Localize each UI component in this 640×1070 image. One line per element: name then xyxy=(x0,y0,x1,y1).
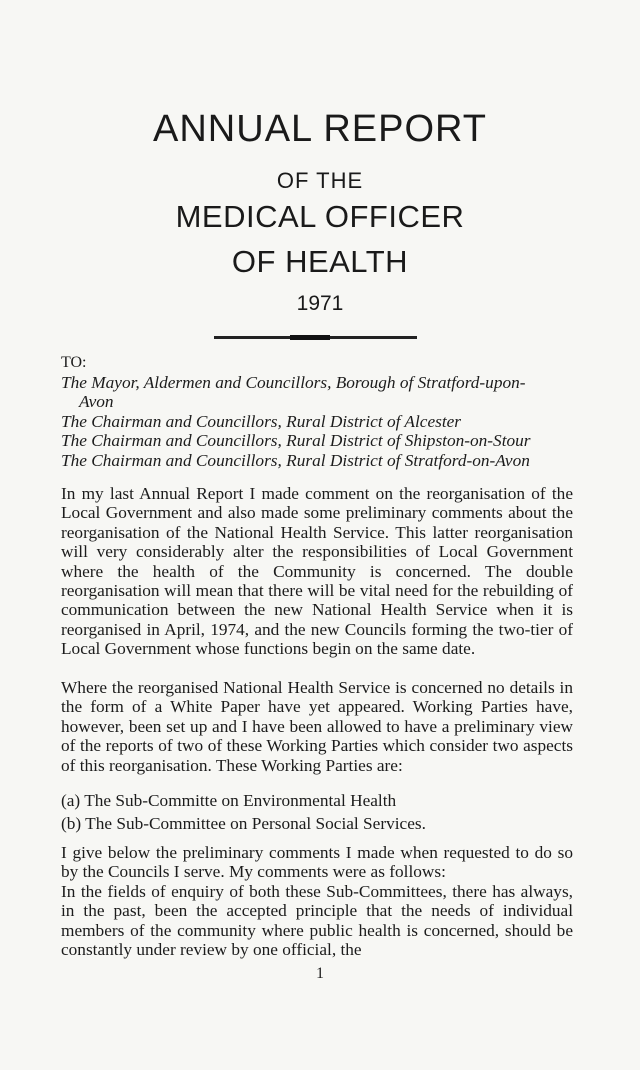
list-item: (a) The Sub-Committe on Environmental Health xyxy=(61,791,397,810)
salutation: TO: xyxy=(61,354,87,371)
addressee-line: The Chairman and Councillors, Rural District of Alcester xyxy=(61,411,462,431)
addressee-line: The Chairman and Councillors, Rural District of Shipston-on-Stour xyxy=(61,431,531,451)
report-subtitle-of-the: OF THE xyxy=(276,168,364,193)
paragraph: Where the reorganised National Health Service is concerned no details in the form of a White Paper have yet appeared. Working Parties have, however, been set up and I have been allowed to have a preliminary view of the reports of two of these Working Parties which consider two aspects of this reorganisation. These Working Parties are: xyxy=(61,678,573,775)
page-number: 1 xyxy=(316,965,324,982)
working-parties-list xyxy=(61,791,573,838)
report-subtitle-of-health: OF HEALTH xyxy=(231,244,409,279)
report-year: 1971 xyxy=(296,292,344,315)
addressee-line: The Mayor, Aldermen and Councillors, Borough of Stratford-upon- xyxy=(61,373,526,392)
paragraph: In the fields of enquiry of both these Sub-Committees, there has always, in the past, been the accepted principle that the needs of individual members of the community where public health is concerned, should be constantly under review by one official, the xyxy=(61,882,573,960)
report-subtitle-medical-officer: MEDICAL OFFICER xyxy=(175,199,465,234)
paragraph: I give below the preliminary comments I made when requested to do so by the Councils I serve. My comments were as follows: xyxy=(61,843,573,882)
addressee-line: Avon xyxy=(79,392,114,412)
list-item: (b) The Sub-Committee on Personal Social Services. xyxy=(61,814,426,834)
report-title: ANNUAL REPORT xyxy=(153,108,487,150)
addressee-list xyxy=(61,373,573,470)
addressee-line: The Chairman and Councillors, Rural District of Stratford-on-Avon xyxy=(61,450,530,470)
paragraph: In my last Annual Report I made comment on the reorganisation of the Local Government and also made some preliminary comments about the reorganisation of the National Health Service. This latter reorganisation will very considerably alter the responsibilities of Local Government where the health of the Community is concerned. The double reorganisation will mean that there will be vital need for the rebuilding of communication between the new National Health Service when it is reorganised in April, 1974, and the new Councils forming the two-tier of Local Government whose functions begin on the same date. xyxy=(61,484,573,659)
horizontal-rule-accent xyxy=(290,335,330,340)
